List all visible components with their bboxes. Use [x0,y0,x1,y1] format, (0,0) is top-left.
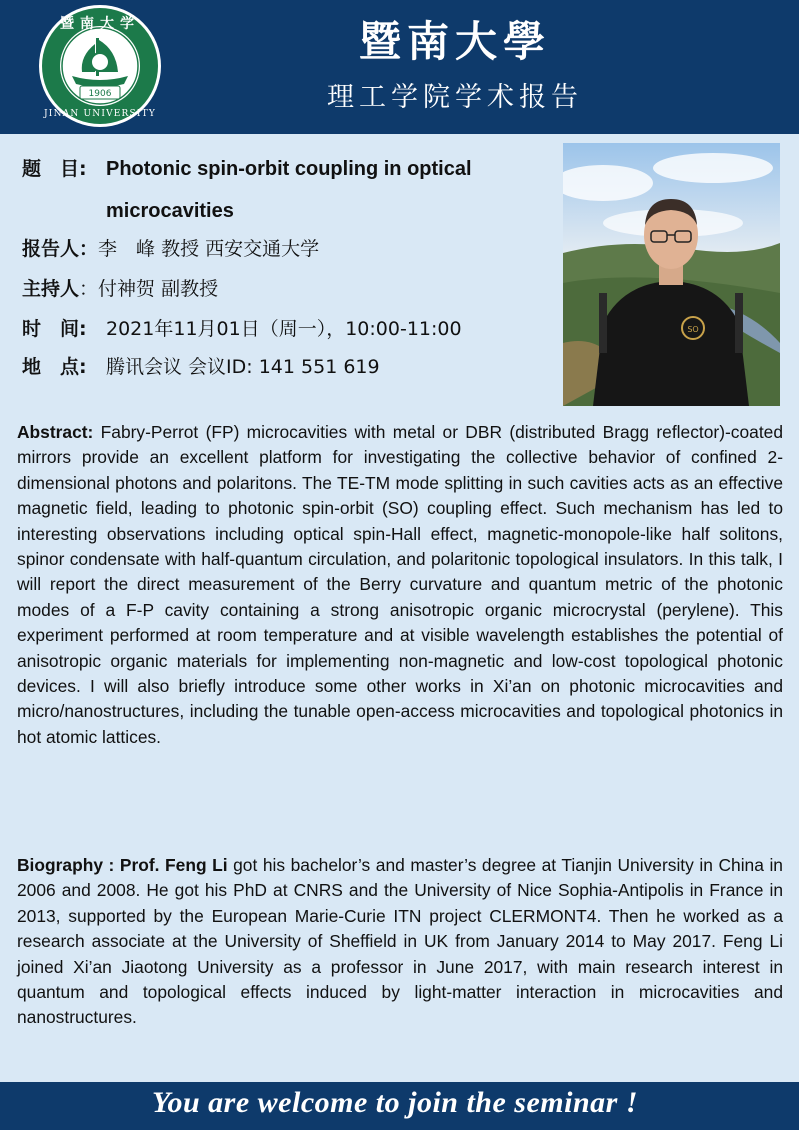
abstract-paragraph [17,420,783,750]
abstract-text: Fabry-Perrot (FP) microcavities with metal or DBR (distributed Bragg reflector)-coated mirrors provide an excellent platform for investigating the collective behavior of confined 2-dimensional photons and polaritons. The TE-TM mode splitting in such cavities acts as an effective magnetic field, leading to photonic spin-orbit (SO) coupling effect. Such mechanism has led to interesting observations including optical spin-Hall effect, magnetic-monopole-like half solitons, spinor condensate with half-quantum circulation, and polaritonic topological insulators. In this talk, I will report the direct measurement of the Berry curvature and quantum metric of the photonic modes of a F-P cavity containing a strong anisotropic organic microcrystal (perylene). This experiment performed at room temperature and at visible wavelength establishes the potential of anisotropic organic materials for implementing non-magnetic and low-cost topological photonic devices. I will also briefly introduce some other works in Xi’an on photonic microcavities and micro/nanostructures, including the tunable open-access microcavities and topological photonics in hot atomic lattices. [17,422,783,747]
svg-text:暨南大学: 暨南大学 [60,16,140,32]
place-row [22,352,380,382]
talk-title-line1: Photonic spin-orbit coupling in optical [106,158,472,180]
svg-text:JINAN UNIVERSITY: JINAN UNIVERSITY [44,109,156,119]
speaker-photo [563,143,780,406]
host-value: 付神贺 副教授 [98,278,219,300]
time-label: 时 间: [22,318,87,340]
speaker-value: 李 峰 教授 西安交通大学 [98,238,320,260]
svg-text:1906: 1906 [88,89,112,99]
biography-paragraph [17,853,783,1031]
title-label: 题 目: [22,158,87,180]
talk-title-line2: microcavities [106,200,234,222]
biography-label: Biography : Prof. Feng Li [17,855,228,875]
host-label: 主持人 [22,278,80,300]
jinan-university-emblem-icon [38,4,162,128]
time-value: 2021年11月01日（周一），10:00-11:00 [106,318,462,340]
speaker-label: 报告人 [22,238,80,260]
host-row: 主持人：付神贺 副教授 [22,274,218,304]
abstract-label: Abstract: [17,422,94,442]
university-name: 暨南大學 [358,17,551,66]
place-label: 地 点: [22,356,87,378]
welcome-message: You are welcome to join the seminar ! [151,1086,639,1119]
speaker-row: 报告人：李 峰 教授 西安交通大学 [22,234,319,264]
time-row [22,314,462,344]
title-row [22,154,472,184]
place-value: 腾讯会议 会议ID: 141 551 619 [106,356,380,378]
biography-text: got his bachelor’s and master’s degree at Tianjin University in China in 2006 and 2008. He got his PhD at CNRS and the University of Nice Sophia-Antipolis in France in 2013, supported by the European Marie-Curie ITN project CLERMONT4. Then he worked as a research associate at the University of Sheffield in UK from January 2014 to May 2017. Feng Li joined Xi’an Jiaotong University as a professor in June 2017, with main research interest in quantum and topological effects induced by light-matter interaction in microcavities and nanostructures. [17,855,783,1028]
svg-text:SO: SO [687,325,699,334]
school-subtitle: 理工学院学术报告 [327,82,583,113]
title-row-2 [106,196,234,226]
